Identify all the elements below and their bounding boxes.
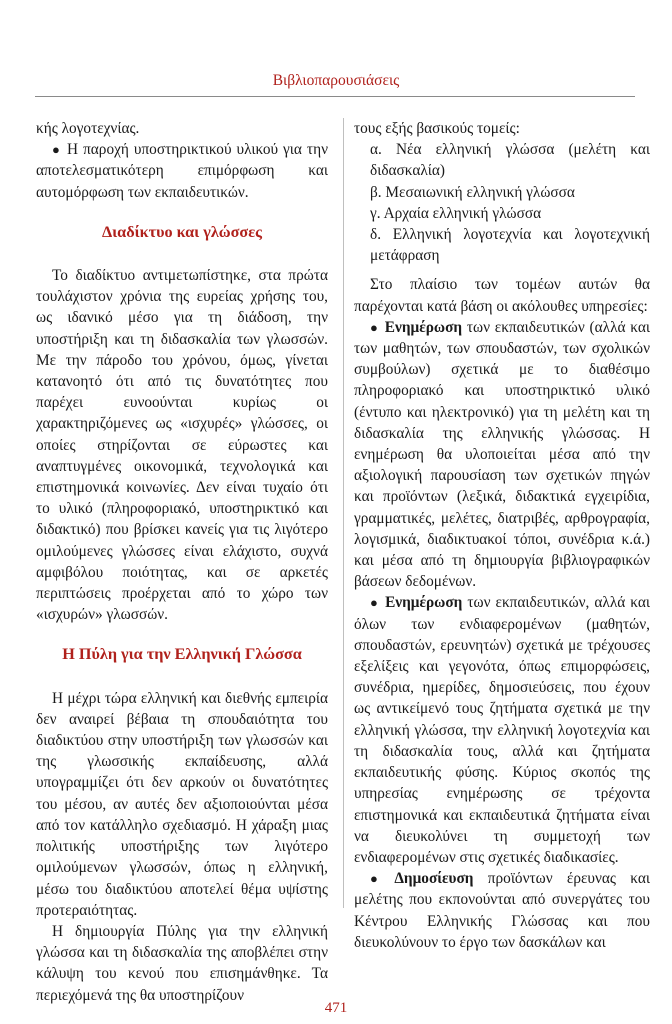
right-paragraph-continued: τους εξής βασικούς τομείς: (354, 120, 520, 137)
bullet-text: προϊόντων έρευνας και μελέτης που εκπονούνται από συνεργάτες του Κέντρου Ελληνικής Γλώσσας και που διευκολύνουν το έργο των δασκάλων και (354, 870, 650, 951)
services-intro: Στο πλαίσιο των τομέων αυτών θα παρέχονται κατά βάση οι ακόλουθες υπηρεσίες: (354, 276, 650, 315)
left-column (36, 118, 328, 1006)
section-heading-internet-languages: Διαδίκτυο και γλώσσες (102, 222, 262, 241)
bullet-icon (52, 141, 67, 158)
bullet-text: Η παροχή υποστηρικτικού υλικού για την αποτελεσματικότερη επιμόρφωση και αυτομόρφωση των εκπαιδευτικών. (36, 141, 328, 201)
left-paragraph-continued: κής λογοτεχνίας. (36, 120, 140, 137)
bullet-lead: Ενημέρωση (384, 318, 463, 336)
paragraph-portal-creation: Η δημιουργία Πύλης για την ελληνική γλώσσα και τη διδασκαλία της αποβλέπει στην κάλυψη του κενού που επισημάνθηκε. Τα περιεχόμενά της θα υποστηρίζουν (36, 922, 328, 1004)
sector-list-item: α. Νέα ελληνική γλώσσα (μελέτη και διδασκαλία) (370, 141, 650, 180)
bullet-icon (370, 870, 394, 887)
header-rule (35, 96, 635, 97)
page-number: 471 (324, 1000, 348, 1016)
running-head: Βιβλιοπαρουσιάσεις (272, 72, 400, 89)
paragraph-portal-intro: Η μέχρι τώρα ελληνική και διεθνής εμπειρία δεν αναιρεί βέβαια τη σπουδαιότητα του διαδικτύου στην υποστήριξη των γλωσσών και της γλωσσικής εκπαίδευσης, αλλά υπογραμμίζει ότι δεν αρκούν οι δυνατότητες του μέσου, αν αυτές δεν αξιοποιούνται μέσα από τον κατάλληλο σχεδιασμό. Η χάραξη μιας πολιτικής υποστήριξης των λιγότερο ομιλούμενων γλωσσών, όπως η ελληνική, μέσω του διαδικτύου αποτελεί θέμα υψίστης προτεραιότητας. (36, 689, 328, 919)
sector-list-item: β. Μεσαιωνική ελληνική γλώσσα (370, 183, 575, 201)
service-bullet-publication (354, 868, 650, 953)
bullet-text: των εκπαιδευτικών, αλλά και όλων των ενδιαφερομένων (μαθητών, σπουδαστών, ερευνητών) σχετικά με τρέχουσες εξελίξεις και γεγονότα, όπως επιμορφώσεις, συνέδρια, ημερίδες, δημοσιεύσεις, που έχουν ως αντικείμενό τους ζητήματα σχετικά με την ελληνική γλώσσα, την ελληνική λογοτεχνία και τη διδασκαλία τους, αλλά και ζητήματα εκπαιδευτικής φύσης. Κύριος σκοπός της υπηρεσίας ενημέρωσης σε τρέχοντα επιστημονικά και εκπαιδευτικά ζητήματα είναι να διευκολύνει τη συμμετοχή των ενδιαφερομένων στις σχετικές διαδικασίες. (354, 594, 650, 866)
bullet-icon (370, 594, 385, 611)
paragraph-internet: Το διαδίκτυο αντιμετωπίστηκε, στα πρώτα τουλάχιστον χρόνια της ευρείας χρήσης του, ως ιδανικό μέσο για τη διάδοση, την υποστήριξη και τη διδασκαλία των γλωσσών. Με την πάροδο του χρόνου, όμως, γίνεται κατανοητό ότι από τις δυνατότητες που παρέχει ευνοούνται κυρίως οι χαρακτηριζόμενες ως «ισχυρές» γλώσσες, οι οποίες στηρίζονται σε εύρωστες και αναπτυγμένες οικονομικά, τεχνολογικά και επιστημονικά κοινωνίες. Δεν είναι τυχαίο ότι το υλικό (πληροφοριακό, υποστηρικτικό και διδακτικό) που βρίσκει κανείς για τις λιγότερο ομιλούμενες γλώσσες είναι ελάχιστο, συχνά αμφιβόλου ποιότητας, και σε αρκετές περιπτώσεις προέρχεται από το χώρο των «ισχυρών» γλωσσών. (36, 267, 328, 624)
bullet-lead: Ενημέρωση (385, 594, 463, 612)
section-heading-greek-portal: Η Πύλη για την Ελληνική Γλώσσα (62, 645, 302, 664)
service-bullet-updates (354, 592, 650, 868)
column-divider (343, 118, 344, 908)
right-column (354, 118, 650, 953)
left-bullet-paragraph (36, 139, 328, 203)
sector-list-item: δ. Ελληνική λογοτεχνία και λογοτεχνική μετάφραση (370, 226, 650, 265)
bullet-lead: Δημοσίευση (394, 870, 474, 888)
sector-list-item: γ. Αρχαία ελληνική γλώσσα (370, 204, 542, 222)
sector-list (354, 139, 650, 266)
bullet-text: των εκπαιδευτικών (αλλά και των μαθητών, των σπουδαστών, των σχολικών συμβούλων) σχετικά με το διαθέσιμο πληροφοριακό και υποστηρικτικό υλικό (έντυπο και ηλεκτρονικό) για τη μελέτη και τη διδασκαλία της ελληνικής γλώσσας. Η ενημέρωση θα υλοποιείται μέσα από την αξιολογική παρουσίαση των σχετικών πηγών και προϊόντων (λεξικά, διδακτικά εγχειρίδια, γραμματικές, μελέτες, διατριβές, αρθρογραφία, λογισμικά, διαδικτυακοί τόποι, συνέδρια κ.ά.) και μέσα από τη δημιουργία βιβλιογραφικών βάσεων δεδομένων. (354, 318, 650, 591)
service-bullet-information (354, 317, 650, 593)
bullet-icon (370, 319, 385, 336)
